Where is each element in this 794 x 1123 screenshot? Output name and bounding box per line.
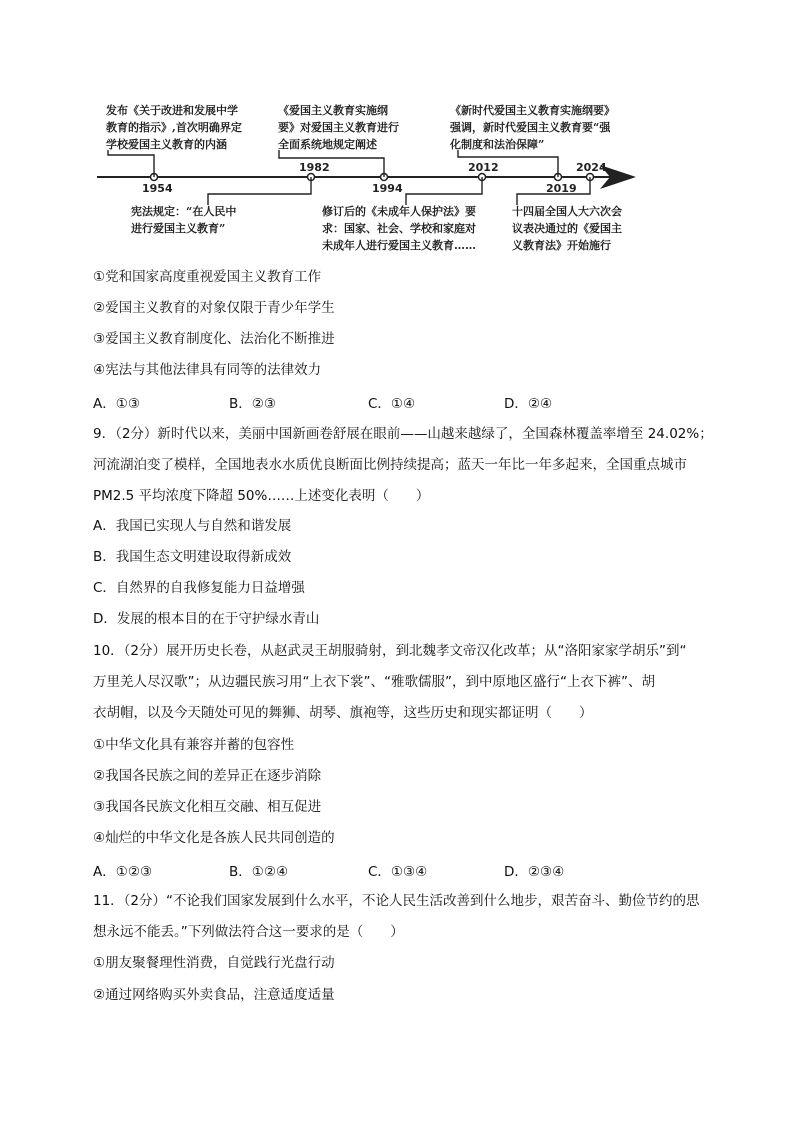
q9-option-d[interactable]: D．发展的根本目的在于守护绿水青山	[93, 611, 320, 627]
q10-stem-line-3: 衣胡帽，以及今天随处可见的舞狮、胡琴、旗袍等，这些历史和现实都证明（ ）	[93, 705, 593, 721]
year-label-1954: 1954	[142, 182, 173, 195]
q11-stem-line-2: 想永远不能丢。”下列做法符合这一要求的是（ ）	[93, 924, 404, 940]
q8-item-1: ①党和国家高度重视爱国主义教育工作	[93, 269, 322, 285]
year-label-2024: 2024	[576, 161, 607, 174]
note-2012	[322, 203, 476, 254]
q9-option-b[interactable]: B．我国生态文明建设取得新成效	[93, 549, 292, 565]
timeline-figure	[0, 0, 794, 260]
q8-option-a[interactable]: A．①③	[93, 396, 140, 412]
note-1982-line: 宪法规定：“在人民中	[131, 205, 237, 218]
note-2019-line: 化制度和法治保障”	[450, 138, 545, 151]
year-label-1982: 1982	[299, 161, 330, 174]
q10-item-1: ①中华文化具有兼容并蓄的包容性	[93, 737, 295, 753]
year-label-2019: 2019	[546, 182, 577, 195]
q8-option-b[interactable]: B．②③	[229, 396, 276, 412]
note-1994-line: 《爱国主义教育实施纲	[278, 104, 388, 117]
q8-item-4: ④宪法与其他法律具有同等的法律效力	[93, 362, 322, 378]
note-2019	[450, 102, 615, 153]
q11-item-1: ①朋友聚餐理性消费，自觉践行光盘行动	[93, 955, 335, 971]
note-2024-line: 义教育法》开始施行	[512, 239, 611, 252]
q11-item-2: ②通过网络购买外卖食品，注意适度适量	[93, 987, 335, 1003]
q10-item-3: ③我国各民族文化相互交融、相互促进	[93, 799, 322, 815]
note-2019-line: 《新时代爱国主义教育实施纲要》	[450, 104, 615, 117]
q8-option-d[interactable]: D．②④	[504, 396, 553, 412]
q10-option-a[interactable]: A．①②③	[93, 864, 153, 880]
q10-item-4: ④灿烂的中华文化是各族人民共同创造的	[93, 830, 335, 846]
q10-option-d[interactable]: D．②③④	[504, 864, 565, 880]
q9-option-a[interactable]: A．我国已实现人与自然和谐发展	[93, 518, 292, 534]
q8-option-c[interactable]: C．①④	[368, 396, 416, 412]
note-1954-line: 学校爱国主义教育的内涵	[106, 138, 227, 151]
note-1954-line: 教育的指示》,首次明确界定	[106, 121, 242, 134]
q8-item-2: ②爱国主义教育的对象仅限于青少年学生	[93, 300, 335, 316]
note-1982	[131, 203, 236, 237]
note-1954-line: 发布《关于改进和发展中学	[106, 104, 238, 117]
note-1954	[106, 102, 242, 153]
note-2012-line: 未成年人进行爱国主义教育……	[322, 239, 476, 252]
note-2024	[512, 203, 622, 254]
note-2024-line: 议表决通过的《爱国主	[512, 222, 622, 235]
q9-stem-line-1: 9．（2分）新时代以来，美丽中国新画卷舒展在眼前——山越来越绿了，全国森林覆盖率增至 24.02%；	[93, 426, 713, 442]
q9-stem-line-2: 河流湖泊变了模样，全国地表水水质优良断面比例持续提高；蓝天一年比一年多起来，全国重点城市	[93, 457, 687, 473]
connector-1982	[208, 177, 311, 205]
note-2024-line: 十四届全国人大六次会	[512, 205, 622, 218]
q10-stem-line-1: 10．（2分）展开历史长卷，从赵武灵王胡服骑射，到北魏孝文帝汉化改革；从“洛阳家家学胡乐”到“	[93, 643, 687, 659]
q9-option-c[interactable]: C．自然界的自我修复能力日益增强	[93, 580, 305, 596]
note-1994-line: 要》对爱国主义教育进行	[278, 121, 399, 134]
q10-option-c[interactable]: C．①③④	[368, 864, 428, 880]
year-label-2012: 2012	[468, 161, 499, 174]
connector-1954	[108, 150, 154, 177]
note-1994-line: 全面系统地规定阐述	[278, 138, 377, 151]
q10-stem-line-2: 万里羌人尽汉歌”；从边疆民族习用“上衣下裳”、“雅歌儒服”，到中原地区盛行“上衣下裤”、胡	[93, 674, 655, 690]
connector-1994	[279, 150, 384, 177]
note-1982-line: 进行爱国主义教育”	[131, 222, 226, 235]
note-2012-line: 修订后的《未成年人保护法》要	[322, 205, 476, 218]
q8-item-3: ③爱国主义教育制度化、法治化不断推进	[93, 331, 335, 347]
note-2012-line: 求：国家、社会、学校和家庭对	[322, 222, 476, 235]
q11-stem-line-1: 11．（2分）“不论我们国家发展到什么水平，不论人民生活改善到什么地步，艰苦奋斗、勤俭节约的思	[93, 893, 700, 909]
q10-option-b[interactable]: B．①②④	[229, 864, 289, 880]
q9-stem-line-3: PM2.5 平均浓度下降超 50%……上述变化表明（ ）	[93, 488, 430, 504]
note-1994	[278, 102, 399, 153]
note-2019-line: 强调，新时代爱国主义教育要“强	[450, 121, 611, 134]
connector-2012	[406, 177, 482, 205]
q10-item-2: ②我国各民族之间的差异正在逐步消除	[93, 768, 322, 784]
year-label-1994: 1994	[372, 182, 403, 195]
